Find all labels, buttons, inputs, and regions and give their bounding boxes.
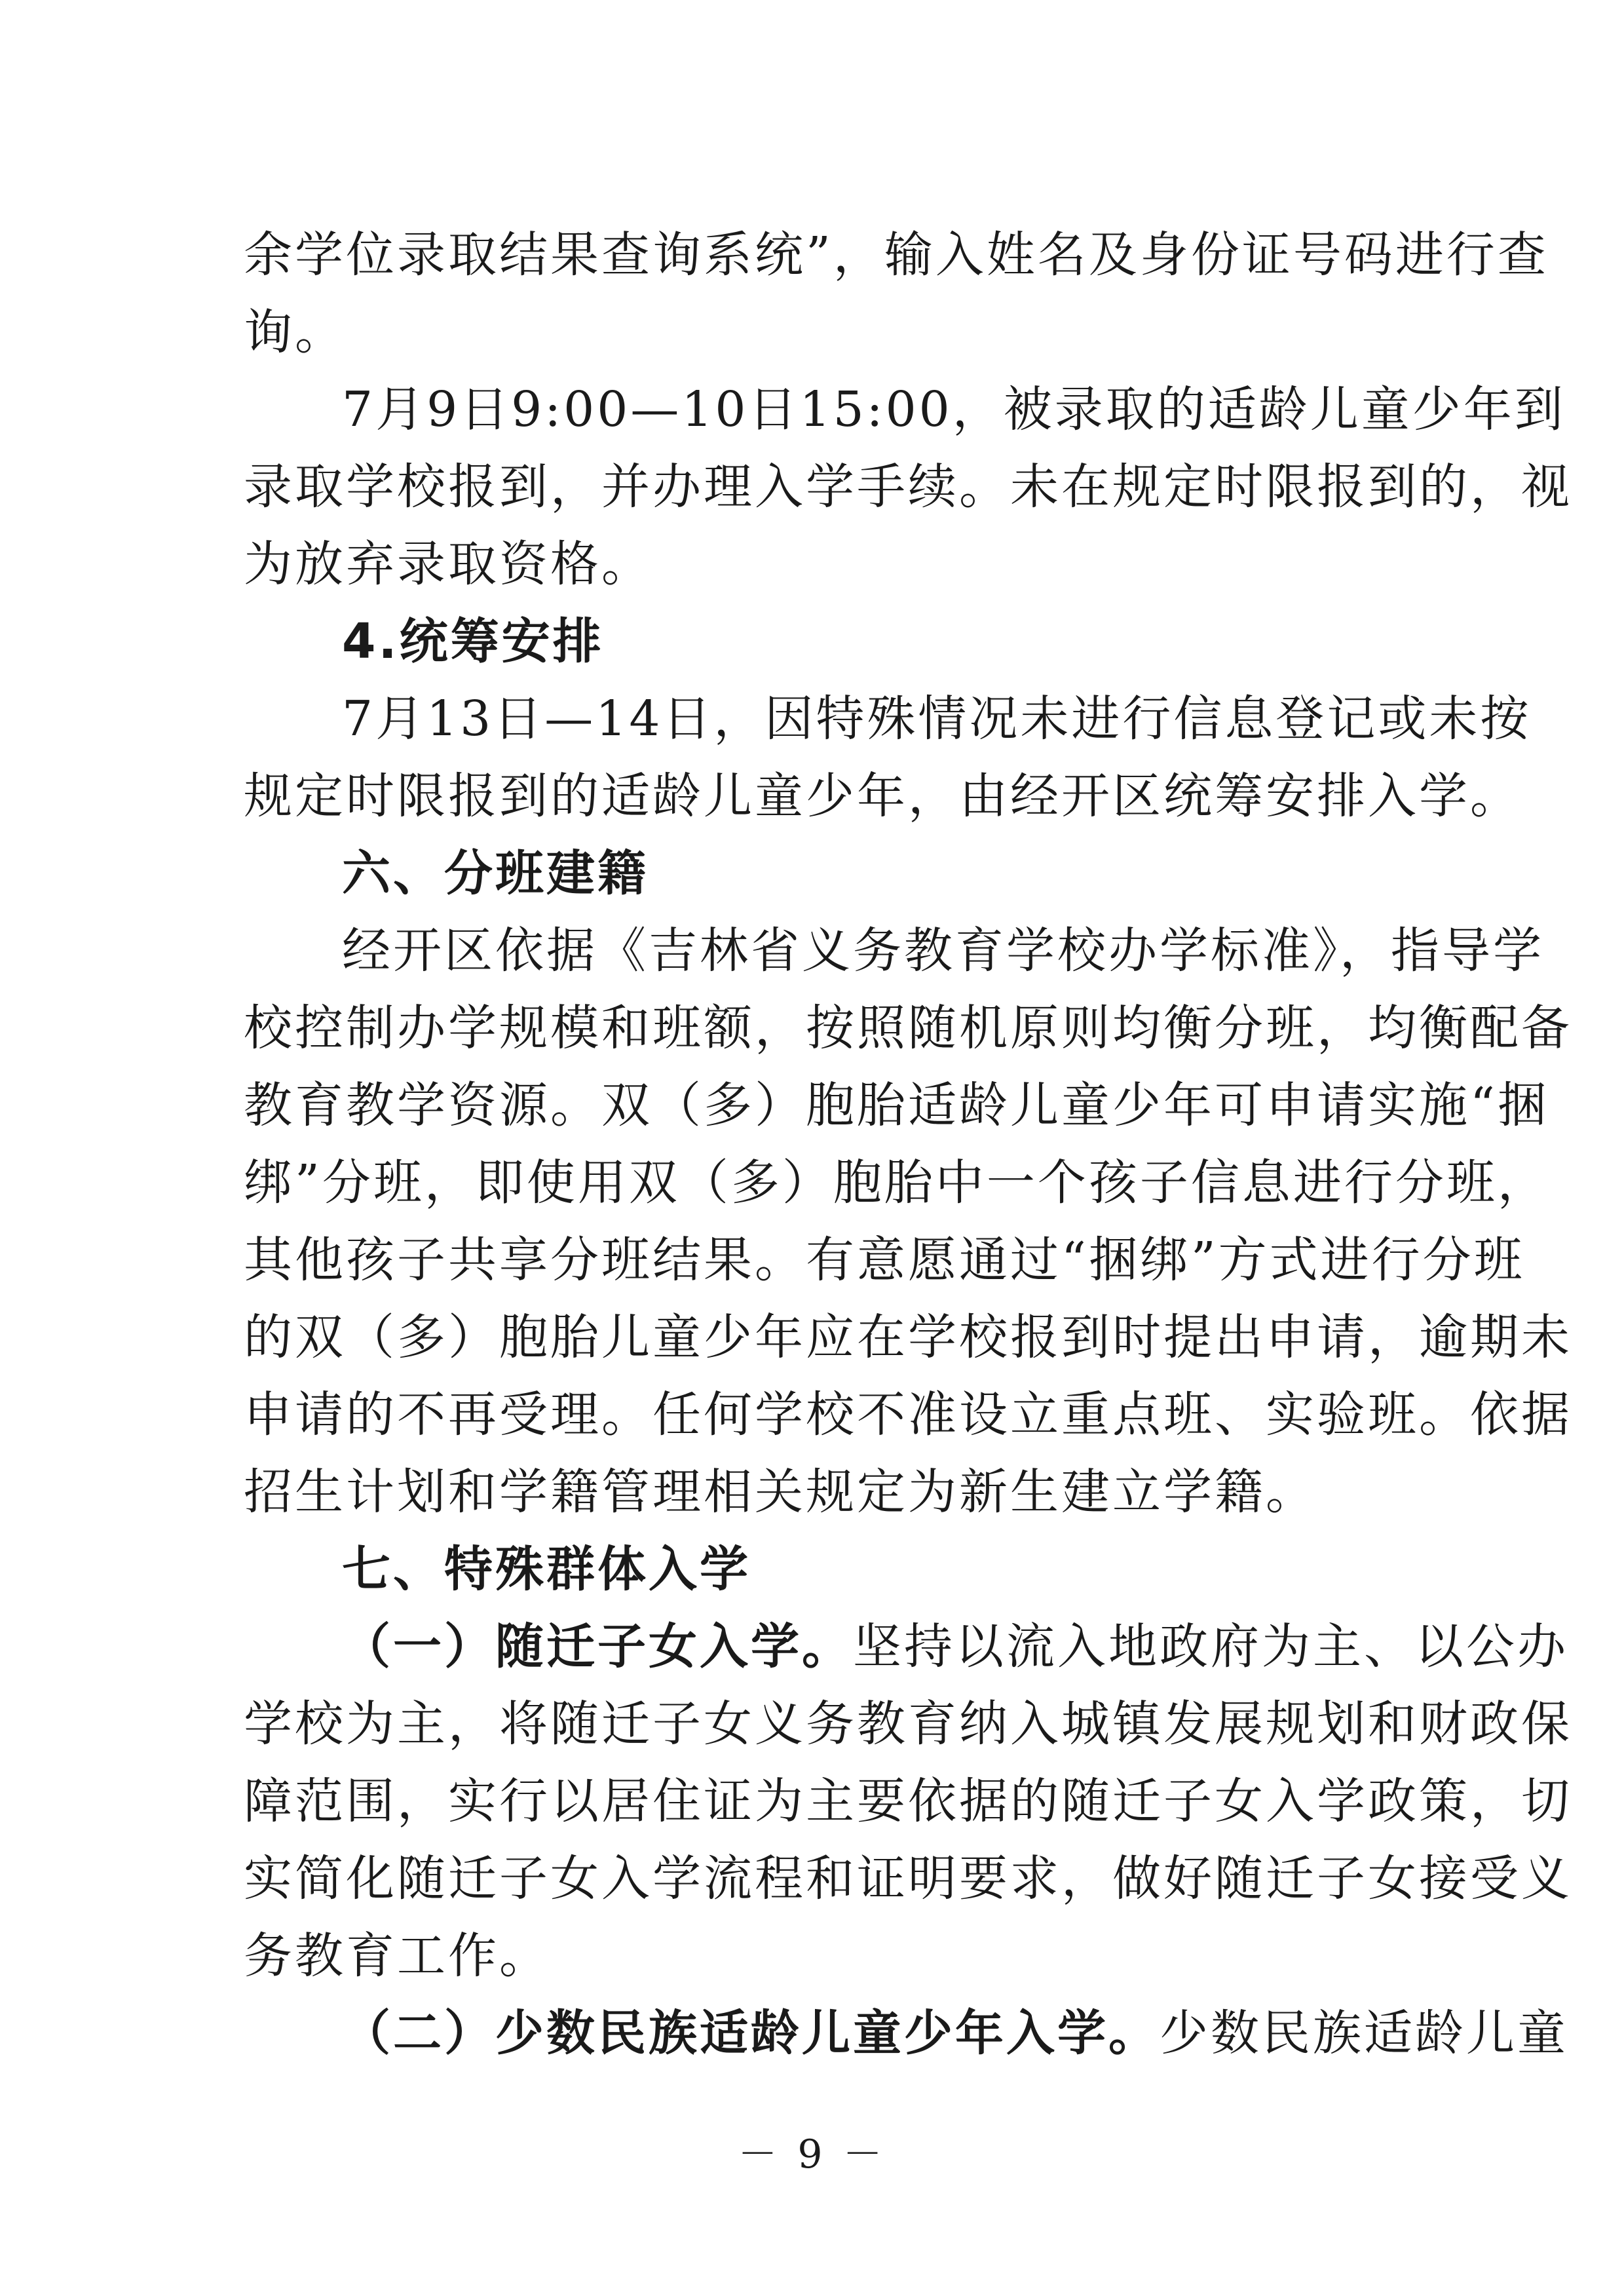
text-line: 的双（多）胞胎儿童少年应在学校报到时提出申请，逾期未 bbox=[244, 1309, 1572, 1366]
text-line: 申请的不再受理。任何学校不准设立重点班、实验班。依据 bbox=[244, 1387, 1572, 1443]
text-line: 7月9日9:00—10日15:00，被录取的适龄儿童少年到 bbox=[342, 381, 1566, 438]
text-line: 实简化随迁子女入学流程和证明要求，做好随迁子女接受义 bbox=[244, 1850, 1572, 1907]
text-line: 校控制办学规模和班额，按照随机原则均衡分班，均衡配备 bbox=[244, 1000, 1572, 1056]
document-body bbox=[244, 216, 1572, 2072]
subsection-heading: 4.统筹安排 bbox=[342, 613, 604, 670]
text-line: 障范围，实行以居住证为主要依据的随迁子女入学政策，切 bbox=[244, 1773, 1572, 1829]
text-line bbox=[244, 1608, 1568, 1685]
bold-lead-migrant: （一）随迁子女入学。 bbox=[342, 1618, 853, 1675]
text-line: 询。 bbox=[244, 304, 346, 360]
section-heading: 六、分班建籍 bbox=[342, 845, 649, 902]
text-line: 学校为主，将随迁子女义务教育纳入城镇发展规划和财政保 bbox=[244, 1696, 1572, 1752]
text-line: 其他孩子共享分班结果。有意愿通过“捆绑”方式进行分班 bbox=[244, 1232, 1525, 1288]
page-number: － 9 － bbox=[738, 2132, 886, 2177]
text-fragment: 坚持以流入地政府为主、以公办 bbox=[853, 1618, 1568, 1675]
section-heading: 七、特殊群体入学 bbox=[342, 1541, 751, 1598]
text-line: 绑”分班，即使用双（多）胞胎中一个孩子信息进行分班， bbox=[244, 1155, 1549, 1211]
text-line: 余学位录取结果查询系统”，输入姓名及身份证号码进行查 bbox=[244, 227, 1549, 283]
text-line: 为放弃录取资格。 bbox=[244, 536, 652, 592]
bold-lead-minority: （二）少数民族适龄儿童少年入学。 bbox=[342, 2005, 1160, 2061]
text-line: 7月13日—14日，因特殊情况未进行信息登记或未按 bbox=[342, 691, 1532, 747]
text-line: 规定时限报到的适龄儿童少年，由经开区统筹安排入学。 bbox=[244, 768, 1521, 824]
text-fragment: 少数民族适龄儿童 bbox=[1160, 2005, 1568, 2061]
text-line: 经开区依据《吉林省义务教育学校办学标准》，指导学 bbox=[342, 923, 1544, 979]
text-line: 招生计划和学籍管理相关规定为新生建立学籍。 bbox=[244, 1464, 1317, 1520]
text-line: 录取学校报到，并办理入学手续。未在规定时限报到的，视 bbox=[244, 459, 1572, 515]
text-line: 教育教学资源。双（多）胞胎适龄儿童少年可申请实施“捆 bbox=[244, 1077, 1549, 1134]
text-line: 务教育工作。 bbox=[244, 1928, 550, 1984]
text-line bbox=[244, 1995, 1568, 2072]
